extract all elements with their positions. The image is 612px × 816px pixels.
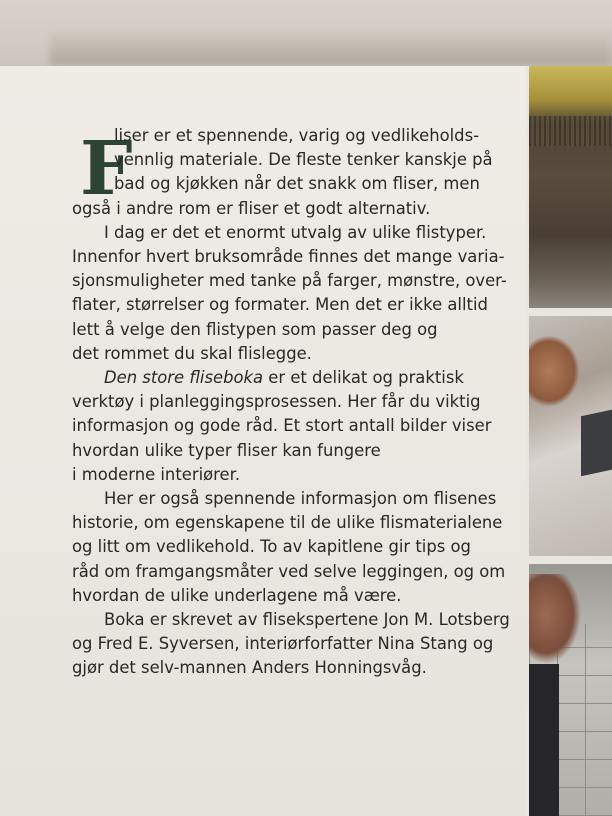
book-top-shadow (50, 28, 612, 66)
text-line: og litt om vedlikehold. To av kapitlene gir tips og (72, 537, 471, 557)
text-line: råd om framgangsmåter ved selve leggingen, og om (72, 561, 506, 581)
text-line: I dag er det et enormt utvalg av ulike flistyper. (104, 222, 487, 242)
photo-hand (529, 336, 579, 406)
photo-tile-cutting (529, 316, 612, 556)
paragraph-5 (72, 608, 512, 681)
photo-strip (526, 66, 612, 816)
photo-worker-body (529, 664, 559, 816)
text-line: hvordan de ulike underlagene må være. (72, 585, 402, 605)
text-line: flater, størrelser og formater. Men det er ikke alltid (72, 295, 488, 315)
text-line: Boka er skrevet av flisekspertene Jon M. Lotsberg (104, 610, 510, 630)
photo-tile-laying (529, 564, 612, 816)
paragraph-2 (72, 221, 512, 366)
paragraph-4 (72, 487, 512, 608)
drop-cap: F (80, 126, 133, 212)
text-line: og Fred E. Syversen, interiørforfatter Nina Stang og (72, 634, 494, 654)
photo-outdoor-tiles (529, 66, 612, 308)
text-line: også i andre rom er fliser et godt alternativ. (72, 198, 431, 218)
book-title-italic: Den store fliseboka (104, 368, 264, 388)
text-line: verktøy i planleggingsprosessen. Her får du viktig (72, 392, 481, 412)
text-line: Innenfor hvert bruksområde finnes det mange varia- (72, 247, 505, 267)
paragraph-3 (72, 366, 512, 487)
text-line: liser er et spennende, varig og vedlikeholds- (114, 126, 480, 145)
text-line: historie, om egenskapene til de ulike flismaterialene (72, 513, 503, 533)
text-line: vennlig materiale. De fleste tenker kanskje på (114, 150, 493, 170)
photo-grass (529, 116, 612, 146)
text-line: Her er også spennende informasjon om flisenes (104, 489, 497, 509)
text-line: sjonsmuligheter med tanke på farger, mønstre, over- (72, 271, 507, 291)
body-text (72, 124, 512, 681)
text-line: bad og kjøkken når det snakk om fliser, men (114, 174, 480, 194)
text-line (72, 366, 512, 390)
text-fragment: er et delikat og praktisk (263, 368, 464, 388)
text-line: i moderne interiører. (72, 464, 241, 484)
text-line: det rommet du skal flislegge. (72, 343, 312, 363)
photo-tile (581, 408, 612, 477)
paragraph-1 (72, 124, 512, 221)
text-line: lett å velge den flistypen som passer deg og (72, 319, 438, 339)
text-line: gjør det selv-mannen Anders Honningsvåg. (72, 658, 427, 678)
photo-worker-head (529, 574, 581, 664)
text-line: hvordan ulike typer fliser kan fungere (72, 440, 381, 460)
text-line: informasjon og gode råd. Et stort antall bilder viser (72, 416, 492, 436)
